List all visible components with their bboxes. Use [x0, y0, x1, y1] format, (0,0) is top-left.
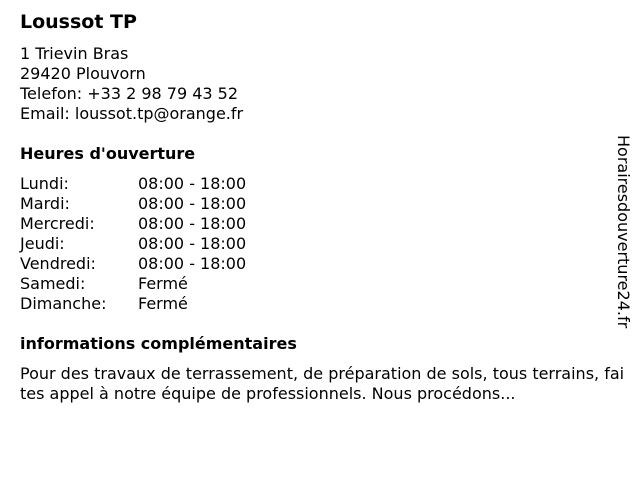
- hours-time: 08:00 - 18:00: [138, 214, 247, 233]
- address-city: 29420 Plouvorn: [20, 64, 146, 83]
- business-description: Pour des travaux de terrassement, de préparation de sols, tous terrains, faites appel à notre équipe de professionnels. Nous procédons...: [20, 364, 625, 403]
- hours-time: 08:00 - 18:00: [138, 174, 247, 193]
- address-street: 1 Trievin Bras: [20, 44, 129, 63]
- hours-day: Mercredi:: [20, 214, 95, 233]
- hours-day: Lundi:: [20, 174, 69, 193]
- hours-day: Vendredi:: [20, 254, 96, 273]
- hours-row-saturday: [20, 274, 320, 294]
- hours-row-wednesday: [20, 214, 320, 234]
- hours-day: Dimanche:: [20, 294, 107, 313]
- hours-day: Jeudi:: [20, 234, 65, 253]
- hours-row-monday: [20, 174, 320, 194]
- business-name: Loussot TP: [20, 11, 137, 33]
- hours-day: Mardi:: [20, 194, 70, 213]
- opening-hours-heading: Heures d'ouverture: [20, 144, 196, 163]
- hours-row-friday: [20, 254, 320, 274]
- phone-number: Telefon: +33 2 98 79 43 52: [20, 84, 239, 103]
- hours-time: Fermé: [138, 294, 188, 313]
- hours-row-thursday: [20, 234, 320, 254]
- hours-day: Samedi:: [20, 274, 86, 293]
- additional-info-heading: informations complémentaires: [20, 334, 297, 353]
- hours-row-sunday: [20, 294, 320, 314]
- hours-time: Fermé: [138, 274, 188, 293]
- hours-time: 08:00 - 18:00: [138, 194, 247, 213]
- hours-time: 08:00 - 18:00: [138, 234, 247, 253]
- hours-row-tuesday: [20, 194, 320, 214]
- email-address: Email: loussot.tp@orange.fr: [20, 104, 244, 123]
- hours-time: 08:00 - 18:00: [138, 254, 247, 273]
- site-watermark: Horairesdouverture24.fr: [614, 135, 633, 329]
